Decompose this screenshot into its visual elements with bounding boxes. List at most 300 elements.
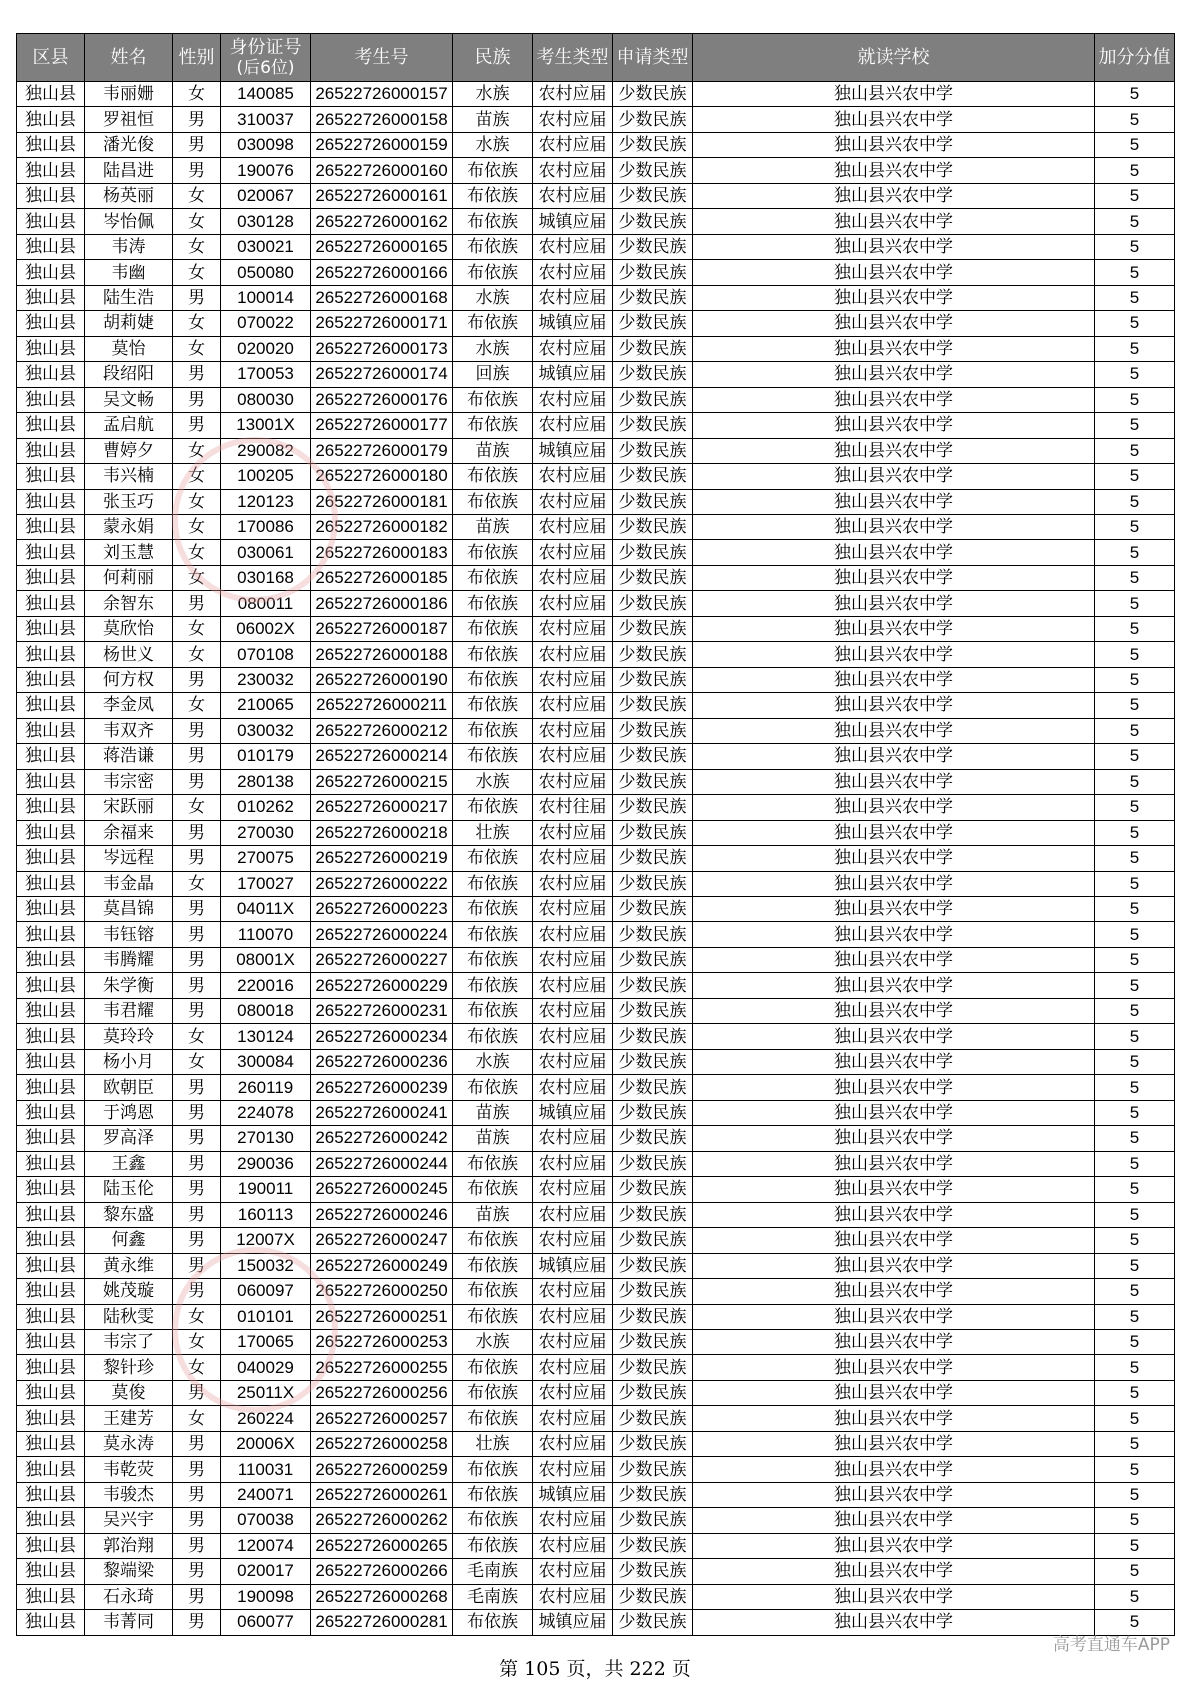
cell-name: 岑远程 — [85, 846, 173, 871]
cell-district: 独山县 — [17, 820, 85, 845]
cell-id-suffix: 110031 — [221, 1457, 311, 1482]
cell-district: 独山县 — [17, 336, 85, 361]
cell-ethnicity: 布依族 — [453, 744, 533, 769]
cell-exam-number: 26522726000165 — [311, 234, 453, 259]
cell-district: 独山县 — [17, 744, 85, 769]
cell-application-type: 少数民族 — [613, 82, 693, 107]
cell-name: 陆秋雯 — [85, 1304, 173, 1329]
table-row — [17, 1329, 1175, 1354]
cell-candidate-type: 农村应届 — [533, 947, 613, 972]
cell-school: 独山县兴农中学 — [693, 973, 1095, 998]
cell-candidate-type: 农村应届 — [533, 922, 613, 947]
table-header-row — [17, 34, 1175, 82]
cell-district: 独山县 — [17, 998, 85, 1023]
cell-district: 独山县 — [17, 158, 85, 183]
cell-district: 独山县 — [17, 1202, 85, 1227]
cell-bonus-points: 5 — [1095, 311, 1175, 336]
cell-bonus-points: 5 — [1095, 973, 1175, 998]
cell-bonus-points: 5 — [1095, 260, 1175, 285]
cell-bonus-points: 5 — [1095, 769, 1175, 794]
cell-gender: 男 — [173, 158, 221, 183]
cell-candidate-type: 农村应届 — [533, 464, 613, 489]
cell-candidate-type: 农村应届 — [533, 132, 613, 157]
cell-district: 独山县 — [17, 234, 85, 259]
cell-ethnicity: 布依族 — [453, 973, 533, 998]
cell-gender: 女 — [173, 183, 221, 208]
cell-ethnicity: 布依族 — [453, 413, 533, 438]
cell-school: 独山县兴农中学 — [693, 1126, 1095, 1151]
cell-district: 独山县 — [17, 464, 85, 489]
cell-district: 独山县 — [17, 540, 85, 565]
cell-name: 胡莉婕 — [85, 311, 173, 336]
cell-exam-number: 26522726000174 — [311, 362, 453, 387]
cell-name: 孟启航 — [85, 413, 173, 438]
cell-candidate-type: 城镇应届 — [533, 1253, 613, 1278]
cell-candidate-type: 城镇应届 — [533, 362, 613, 387]
cell-ethnicity: 布依族 — [453, 1279, 533, 1304]
table-row — [17, 1151, 1175, 1176]
cell-candidate-type: 农村应届 — [533, 1508, 613, 1533]
cell-candidate-type: 农村应届 — [533, 1533, 613, 1558]
cell-district: 独山县 — [17, 1177, 85, 1202]
cell-candidate-type: 农村应届 — [533, 1584, 613, 1609]
cell-gender: 女 — [173, 438, 221, 463]
cell-candidate-type: 农村应届 — [533, 285, 613, 310]
cell-exam-number: 26522726000181 — [311, 489, 453, 514]
cell-exam-number: 26522726000186 — [311, 591, 453, 616]
cell-exam-number: 26522726000173 — [311, 336, 453, 361]
cell-id-suffix: 25011X — [221, 1380, 311, 1405]
cell-school: 独山县兴农中学 — [693, 1253, 1095, 1278]
cell-application-type: 少数民族 — [613, 336, 693, 361]
cell-application-type: 少数民族 — [613, 1304, 693, 1329]
cell-exam-number: 26522726000231 — [311, 998, 453, 1023]
cell-application-type: 少数民族 — [613, 1177, 693, 1202]
cell-district: 独山县 — [17, 1406, 85, 1431]
cell-bonus-points: 5 — [1095, 1279, 1175, 1304]
cell-name: 韦宗密 — [85, 769, 173, 794]
cell-gender: 男 — [173, 1126, 221, 1151]
cell-id-suffix: 020067 — [221, 183, 311, 208]
cell-district: 独山县 — [17, 183, 85, 208]
cell-ethnicity: 布依族 — [453, 1457, 533, 1482]
table-row — [17, 973, 1175, 998]
cell-id-suffix: 030168 — [221, 565, 311, 590]
cell-bonus-points: 5 — [1095, 667, 1175, 692]
cell-exam-number: 26522726000245 — [311, 1177, 453, 1202]
cell-name: 韦兴楠 — [85, 464, 173, 489]
cell-id-suffix: 290036 — [221, 1151, 311, 1176]
cell-school: 独山县兴农中学 — [693, 132, 1095, 157]
cell-school: 独山县兴农中学 — [693, 947, 1095, 972]
cell-id-suffix: 220016 — [221, 973, 311, 998]
cell-ethnicity: 苗族 — [453, 1202, 533, 1227]
cell-name: 黎针珍 — [85, 1355, 173, 1380]
cell-name: 韦双齐 — [85, 718, 173, 743]
cell-ethnicity: 毛南族 — [453, 1584, 533, 1609]
cell-ethnicity: 水族 — [453, 1329, 533, 1354]
cell-bonus-points: 5 — [1095, 209, 1175, 234]
cell-gender: 女 — [173, 642, 221, 667]
cell-name: 陆玉伦 — [85, 1177, 173, 1202]
header-name: 姓名 — [85, 34, 173, 82]
cell-gender: 女 — [173, 260, 221, 285]
cell-bonus-points: 5 — [1095, 387, 1175, 412]
cell-ethnicity: 布依族 — [453, 540, 533, 565]
cell-bonus-points: 5 — [1095, 998, 1175, 1023]
cell-application-type: 少数民族 — [613, 1049, 693, 1074]
cell-district: 独山县 — [17, 1431, 85, 1456]
cell-id-suffix: 260119 — [221, 1075, 311, 1100]
cell-application-type: 少数民族 — [613, 667, 693, 692]
cell-application-type: 少数民族 — [613, 107, 693, 132]
cell-district: 独山县 — [17, 1253, 85, 1278]
cell-ethnicity: 苗族 — [453, 514, 533, 539]
cell-application-type: 少数民族 — [613, 387, 693, 412]
cell-school: 独山县兴农中学 — [693, 311, 1095, 336]
cell-bonus-points: 5 — [1095, 718, 1175, 743]
cell-exam-number: 26522726000239 — [311, 1075, 453, 1100]
cell-school: 独山县兴农中学 — [693, 795, 1095, 820]
cell-candidate-type: 城镇应届 — [533, 1100, 613, 1125]
cell-name: 杨世义 — [85, 642, 173, 667]
table-row — [17, 183, 1175, 208]
cell-ethnicity: 毛南族 — [453, 1559, 533, 1584]
cell-ethnicity: 苗族 — [453, 107, 533, 132]
cell-district: 独山县 — [17, 1610, 85, 1635]
cell-gender: 女 — [173, 489, 221, 514]
header-bonus-points: 加分分值 — [1095, 34, 1175, 82]
cell-candidate-type: 农村应届 — [533, 744, 613, 769]
cell-application-type: 少数民族 — [613, 489, 693, 514]
cell-id-suffix: 030021 — [221, 234, 311, 259]
cell-district: 独山县 — [17, 642, 85, 667]
cell-id-suffix: 010179 — [221, 744, 311, 769]
cell-id-suffix: 20006X — [221, 1431, 311, 1456]
cell-ethnicity: 布依族 — [453, 183, 533, 208]
cell-application-type: 少数民族 — [613, 1508, 693, 1533]
cell-application-type: 少数民族 — [613, 362, 693, 387]
cell-name: 张玉巧 — [85, 489, 173, 514]
cell-school: 独山县兴农中学 — [693, 1559, 1095, 1584]
cell-candidate-type: 农村应届 — [533, 718, 613, 743]
cell-exam-number: 26522726000241 — [311, 1100, 453, 1125]
cell-gender: 男 — [173, 1431, 221, 1456]
cell-gender: 男 — [173, 1177, 221, 1202]
cell-name: 曹婷夕 — [85, 438, 173, 463]
cell-application-type: 少数民族 — [613, 234, 693, 259]
cell-ethnicity: 苗族 — [453, 438, 533, 463]
cell-bonus-points: 5 — [1095, 1533, 1175, 1558]
cell-school: 独山县兴农中学 — [693, 438, 1095, 463]
cell-ethnicity: 壮族 — [453, 820, 533, 845]
cell-school: 独山县兴农中学 — [693, 464, 1095, 489]
cell-id-suffix: 08001X — [221, 947, 311, 972]
cell-bonus-points: 5 — [1095, 1584, 1175, 1609]
cell-district: 独山县 — [17, 362, 85, 387]
cell-application-type: 少数民族 — [613, 183, 693, 208]
cell-id-suffix: 070038 — [221, 1508, 311, 1533]
cell-application-type: 少数民族 — [613, 540, 693, 565]
cell-candidate-type: 农村应届 — [533, 234, 613, 259]
table-row — [17, 336, 1175, 361]
cell-application-type: 少数民族 — [613, 1559, 693, 1584]
cell-gender: 男 — [173, 1584, 221, 1609]
cell-name: 李金凤 — [85, 693, 173, 718]
cell-gender: 男 — [173, 897, 221, 922]
cell-application-type: 少数民族 — [613, 413, 693, 438]
cell-id-suffix: 040029 — [221, 1355, 311, 1380]
cell-bonus-points: 5 — [1095, 514, 1175, 539]
cell-district: 独山县 — [17, 285, 85, 310]
table-row — [17, 591, 1175, 616]
cell-bonus-points: 5 — [1095, 234, 1175, 259]
cell-exam-number: 26522726000183 — [311, 540, 453, 565]
cell-ethnicity: 布依族 — [453, 1304, 533, 1329]
cell-district: 独山县 — [17, 1049, 85, 1074]
cell-exam-number: 26522726000249 — [311, 1253, 453, 1278]
cell-application-type: 少数民族 — [613, 718, 693, 743]
cell-school: 独山县兴农中学 — [693, 1584, 1095, 1609]
cell-name: 姚茂璇 — [85, 1279, 173, 1304]
cell-application-type: 少数民族 — [613, 1329, 693, 1354]
cell-exam-number: 26522726000253 — [311, 1329, 453, 1354]
cell-id-suffix: 100205 — [221, 464, 311, 489]
table-row — [17, 311, 1175, 336]
cell-bonus-points: 5 — [1095, 1024, 1175, 1049]
cell-gender: 女 — [173, 871, 221, 896]
cell-application-type: 少数民族 — [613, 973, 693, 998]
cell-bonus-points: 5 — [1095, 922, 1175, 947]
table-row — [17, 1584, 1175, 1609]
table-row — [17, 616, 1175, 641]
cell-application-type: 少数民族 — [613, 1355, 693, 1380]
cell-application-type: 少数民族 — [613, 1457, 693, 1482]
header-gender: 性别 — [173, 34, 221, 82]
cell-name: 陆生浩 — [85, 285, 173, 310]
cell-gender: 女 — [173, 1024, 221, 1049]
cell-district: 独山县 — [17, 871, 85, 896]
cell-application-type: 少数民族 — [613, 1024, 693, 1049]
cell-name: 余福来 — [85, 820, 173, 845]
cell-candidate-type: 农村应届 — [533, 1075, 613, 1100]
cell-exam-number: 26522726000258 — [311, 1431, 453, 1456]
table-row — [17, 1177, 1175, 1202]
cell-gender: 男 — [173, 591, 221, 616]
cell-name: 韦君耀 — [85, 998, 173, 1023]
cell-gender: 男 — [173, 1075, 221, 1100]
cell-district: 独山县 — [17, 387, 85, 412]
cell-district: 独山县 — [17, 1126, 85, 1151]
cell-bonus-points: 5 — [1095, 1559, 1175, 1584]
header-application-type: 申请类型 — [613, 34, 693, 82]
cell-ethnicity: 布依族 — [453, 464, 533, 489]
cell-exam-number: 26522726000177 — [311, 413, 453, 438]
cell-candidate-type: 农村应届 — [533, 820, 613, 845]
cell-application-type: 少数民族 — [613, 1151, 693, 1176]
cell-ethnicity: 布依族 — [453, 1024, 533, 1049]
cell-id-suffix: 020017 — [221, 1559, 311, 1584]
table-row — [17, 1508, 1175, 1533]
cell-exam-number: 26522726000182 — [311, 514, 453, 539]
cell-bonus-points: 5 — [1095, 947, 1175, 972]
table-row — [17, 464, 1175, 489]
cell-exam-number: 26522726000190 — [311, 667, 453, 692]
cell-school: 独山县兴农中学 — [693, 362, 1095, 387]
cell-id-suffix: 030032 — [221, 718, 311, 743]
cell-candidate-type: 农村应届 — [533, 1279, 613, 1304]
cell-district: 独山县 — [17, 616, 85, 641]
cell-candidate-type: 城镇应届 — [533, 438, 613, 463]
cell-district: 独山县 — [17, 1457, 85, 1482]
cell-candidate-type: 农村应届 — [533, 1228, 613, 1253]
cell-bonus-points: 5 — [1095, 107, 1175, 132]
cell-name: 刘玉慧 — [85, 540, 173, 565]
cell-school: 独山县兴农中学 — [693, 1304, 1095, 1329]
cell-id-suffix: 080011 — [221, 591, 311, 616]
cell-ethnicity: 苗族 — [453, 1100, 533, 1125]
cell-name: 段绍阳 — [85, 362, 173, 387]
cell-name: 黎端梁 — [85, 1559, 173, 1584]
cell-ethnicity: 布依族 — [453, 1482, 533, 1507]
cell-school: 独山县兴农中学 — [693, 1100, 1095, 1125]
cell-application-type: 少数民族 — [613, 1431, 693, 1456]
cell-application-type: 少数民族 — [613, 871, 693, 896]
table-row — [17, 209, 1175, 234]
cell-bonus-points: 5 — [1095, 464, 1175, 489]
cell-gender: 男 — [173, 285, 221, 310]
cell-id-suffix: 280138 — [221, 769, 311, 794]
cell-gender: 女 — [173, 540, 221, 565]
cell-id-suffix: 020020 — [221, 336, 311, 361]
cell-bonus-points: 5 — [1095, 871, 1175, 896]
cell-candidate-type: 农村应届 — [533, 1355, 613, 1380]
cell-exam-number: 26522726000227 — [311, 947, 453, 972]
table-row — [17, 820, 1175, 845]
cell-bonus-points: 5 — [1095, 1177, 1175, 1202]
bonus-table — [16, 33, 1175, 1636]
cell-bonus-points: 5 — [1095, 1228, 1175, 1253]
cell-application-type: 少数民族 — [613, 1380, 693, 1405]
cell-name: 黎东盛 — [85, 1202, 173, 1227]
cell-candidate-type: 农村应届 — [533, 1049, 613, 1074]
cell-id-suffix: 260224 — [221, 1406, 311, 1431]
table-row — [17, 642, 1175, 667]
cell-id-suffix: 240071 — [221, 1482, 311, 1507]
cell-school: 独山县兴农中学 — [693, 1202, 1095, 1227]
cell-application-type: 少数民族 — [613, 795, 693, 820]
table-row — [17, 1202, 1175, 1227]
cell-name: 吴文畅 — [85, 387, 173, 412]
cell-school: 独山县兴农中学 — [693, 565, 1095, 590]
cell-bonus-points: 5 — [1095, 820, 1175, 845]
cell-name: 欧朝臣 — [85, 1075, 173, 1100]
table-row — [17, 1406, 1175, 1431]
cell-district: 独山县 — [17, 795, 85, 820]
cell-id-suffix: 010101 — [221, 1304, 311, 1329]
cell-candidate-type: 农村应届 — [533, 693, 613, 718]
cell-name: 蒙永娟 — [85, 514, 173, 539]
table-row — [17, 693, 1175, 718]
cell-exam-number: 26522726000218 — [311, 820, 453, 845]
cell-gender: 男 — [173, 1151, 221, 1176]
table-row — [17, 744, 1175, 769]
cell-bonus-points: 5 — [1095, 1431, 1175, 1456]
cell-exam-number: 26522726000212 — [311, 718, 453, 743]
table-body — [17, 82, 1175, 1636]
table-row — [17, 1431, 1175, 1456]
cell-id-suffix: 300084 — [221, 1049, 311, 1074]
cell-ethnicity: 水族 — [453, 769, 533, 794]
cell-gender: 女 — [173, 234, 221, 259]
cell-id-suffix: 170086 — [221, 514, 311, 539]
cell-gender: 女 — [173, 795, 221, 820]
cell-id-suffix: 120074 — [221, 1533, 311, 1558]
cell-district: 独山县 — [17, 1279, 85, 1304]
cell-name: 杨小月 — [85, 1049, 173, 1074]
cell-school: 独山县兴农中学 — [693, 846, 1095, 871]
table-row — [17, 234, 1175, 259]
cell-id-suffix: 010262 — [221, 795, 311, 820]
header-school: 就读学校 — [693, 34, 1095, 82]
cell-exam-number: 26522726000265 — [311, 1533, 453, 1558]
cell-bonus-points: 5 — [1095, 1151, 1175, 1176]
cell-id-suffix: 170027 — [221, 871, 311, 896]
cell-school: 独山县兴农中学 — [693, 1457, 1095, 1482]
cell-district: 独山县 — [17, 260, 85, 285]
cell-ethnicity: 布依族 — [453, 846, 533, 871]
cell-bonus-points: 5 — [1095, 362, 1175, 387]
cell-exam-number: 26522726000158 — [311, 107, 453, 132]
table-row — [17, 846, 1175, 871]
table-row — [17, 1049, 1175, 1074]
cell-name: 王鑫 — [85, 1151, 173, 1176]
cell-school: 独山县兴农中学 — [693, 158, 1095, 183]
cell-name: 朱学衡 — [85, 973, 173, 998]
table-row — [17, 489, 1175, 514]
cell-application-type: 少数民族 — [613, 642, 693, 667]
cell-gender: 男 — [173, 922, 221, 947]
table-row — [17, 1304, 1175, 1329]
cell-candidate-type: 城镇应届 — [533, 1610, 613, 1635]
cell-school: 独山县兴农中学 — [693, 1177, 1095, 1202]
cell-bonus-points: 5 — [1095, 1482, 1175, 1507]
table-row — [17, 1253, 1175, 1278]
cell-id-suffix: 270130 — [221, 1126, 311, 1151]
cell-district: 独山县 — [17, 1329, 85, 1354]
cell-school: 独山县兴农中学 — [693, 183, 1095, 208]
cell-school: 独山县兴农中学 — [693, 744, 1095, 769]
cell-bonus-points: 5 — [1095, 158, 1175, 183]
cell-gender: 男 — [173, 744, 221, 769]
cell-exam-number: 26522726000168 — [311, 285, 453, 310]
cell-application-type: 少数民族 — [613, 285, 693, 310]
cell-district: 独山县 — [17, 897, 85, 922]
cell-name: 韦乾荧 — [85, 1457, 173, 1482]
cell-ethnicity: 布依族 — [453, 209, 533, 234]
cell-gender: 女 — [173, 1304, 221, 1329]
cell-district: 独山县 — [17, 1075, 85, 1100]
cell-application-type: 少数民族 — [613, 1253, 693, 1278]
cell-application-type: 少数民族 — [613, 744, 693, 769]
cell-ethnicity: 布依族 — [453, 1177, 533, 1202]
cell-id-suffix: 190011 — [221, 1177, 311, 1202]
cell-bonus-points: 5 — [1095, 438, 1175, 463]
cell-school: 独山县兴农中学 — [693, 871, 1095, 896]
cell-application-type: 少数民族 — [613, 846, 693, 871]
cell-ethnicity: 布依族 — [453, 1075, 533, 1100]
cell-candidate-type: 农村往届 — [533, 795, 613, 820]
